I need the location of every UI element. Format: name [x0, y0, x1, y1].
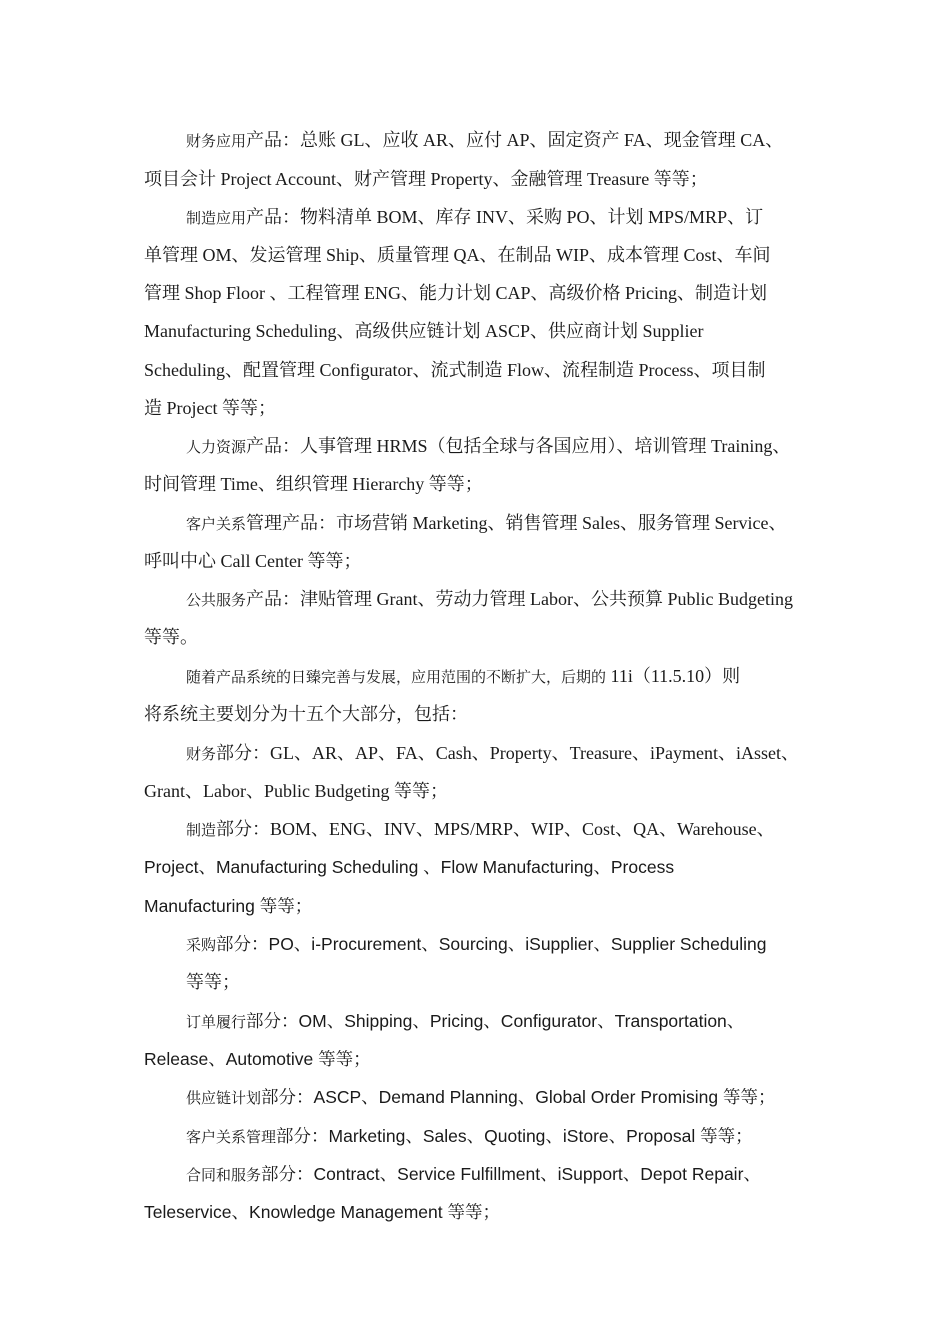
text-line-body: 产品：总账 GL、应收 AR、应付 AP、固定资产 FA、现金管理 CA、 — [246, 130, 784, 150]
text-line-body: 呼叫中心 Call Center 等等； — [144, 551, 362, 571]
text-line-lead: 客户关系 — [186, 517, 247, 533]
text-line — [144, 473, 483, 495]
text-line-lead: 订单履行 — [186, 1015, 247, 1031]
text-line-lead: 人力资源 — [186, 440, 247, 456]
text-line — [186, 1163, 761, 1187]
text-line-body: 项目会计 Project Account、财产管理 Property、金融管理 Treasure 等等； — [144, 169, 708, 189]
text-line-body: 部分：ASCP、Demand Planning、Global Order Promising 等等； — [261, 1087, 776, 1107]
text-line-lead: 客户关系管理 — [186, 1130, 277, 1146]
text-line — [144, 895, 312, 917]
text-line — [144, 626, 198, 648]
text-line — [186, 129, 783, 153]
text-line-body: 将系统主要划分为十五个大部分，包括： — [144, 704, 468, 724]
text-line-body: 部分：BOM、ENG、INV、MPS/MRP、WIP、Cost、QA、Warehouse、 — [216, 819, 775, 839]
text-line-body: 产品：物料清单 BOM、库存 INV、采购 PO、计划 MPS/MRP、订 — [246, 207, 764, 227]
text-line-body: 产品：人事管理 HRMS（包括全球与各国应用）、培训管理 Training、 — [246, 436, 791, 456]
text-line-body: 等等。 — [144, 627, 198, 647]
text-line-lead: 公共服务 — [186, 593, 247, 609]
text-line-body: Teleservice、Knowledge Management 等等； — [144, 1202, 500, 1222]
text-line — [186, 1125, 753, 1149]
text-line — [144, 320, 703, 342]
text-line — [186, 971, 240, 993]
text-line — [186, 665, 740, 689]
text-line-body: Grant、Labor、Public Budgeting 等等； — [144, 781, 448, 801]
text-line — [144, 703, 468, 725]
text-line-body: 管理 Shop Floor 、工程管理 ENG、能力计划 CAP、高级价格 Pricing、制造计划 — [144, 283, 768, 303]
text-line — [144, 282, 767, 304]
text-line — [144, 1201, 500, 1223]
text-line-lead: 采购 — [186, 938, 217, 954]
text-line-body: Release、Automotive 等等； — [144, 1049, 371, 1069]
text-line — [186, 1010, 744, 1034]
text-line — [186, 512, 786, 536]
text-line — [144, 856, 674, 878]
text-line-body: 部分：GL、AR、AP、FA、Cash、Property、Treasure、iPayment、iAsset、 — [216, 743, 800, 763]
text-line — [186, 588, 793, 612]
text-line-body: Project、Manufacturing Scheduling 、Flow Manufacturing、Process — [144, 857, 675, 877]
text-line-lead: 合同和服务 — [186, 1168, 262, 1184]
text-line-body: 管理产品：市场营销 Marketing、销售管理 Sales、服务管理 Service、 — [246, 513, 787, 533]
text-line-body: 等等； — [186, 972, 240, 992]
text-line-body: 11i（11.5.10）则 — [606, 666, 741, 686]
text-line-lead: 制造 — [186, 823, 217, 839]
text-line-lead: 财务应用 — [186, 134, 247, 150]
text-line — [186, 742, 799, 766]
text-line — [144, 168, 708, 190]
text-line-body: 部分：Marketing、Sales、Quoting、iStore、Proposal 等等； — [276, 1126, 753, 1146]
text-line-lead: 供应链计划 — [186, 1091, 262, 1107]
text-line — [144, 359, 765, 381]
text-line — [144, 1048, 371, 1070]
text-line-body: Manufacturing 等等； — [144, 896, 313, 916]
text-line — [186, 206, 763, 230]
text-line-body: Manufacturing Scheduling、高级供应链计划 ASCP、供应商计划 Supplier — [144, 321, 704, 341]
text-line — [144, 780, 448, 802]
text-line-body: 部分：PO、i-Procurement、Sourcing、iSupplier、Supplier Scheduling — [216, 934, 767, 954]
text-line-lead: 财务 — [186, 747, 217, 763]
text-line-body: Scheduling、配置管理 Configurator、流式制造 Flow、流程制造 Process、项目制 — [144, 360, 766, 380]
text-line — [186, 435, 790, 459]
text-line-body: 部分：OM、Shipping、Pricing、Configurator、Transportation、 — [246, 1011, 745, 1031]
text-line — [186, 818, 775, 842]
text-line — [186, 1086, 776, 1110]
text-line — [186, 933, 767, 957]
text-line — [144, 244, 771, 266]
text-line-body: 部分：Contract、Service Fulfillment、iSupport、Depot Repair、 — [261, 1164, 761, 1184]
text-line-body: 时间管理 Time、组织管理 Hierarchy 等等； — [144, 474, 483, 494]
text-line — [144, 397, 276, 419]
text-line-lead: 制造应用 — [186, 211, 247, 227]
text-line — [144, 550, 361, 572]
text-line-body: 产品：津贴管理 Grant、劳动力管理 Labor、公共预算 Public Budgeting — [246, 589, 793, 609]
text-line-lead: 随着产品系统的日臻完善与发展，应用范围的不断扩大，后期的 — [186, 670, 607, 686]
text-line-body: 单管理 OM、发运管理 Ship、质量管理 QA、在制品 WIP、成本管理 Cost、车间 — [144, 245, 771, 265]
text-line-body: 造 Project 等等； — [144, 398, 276, 418]
